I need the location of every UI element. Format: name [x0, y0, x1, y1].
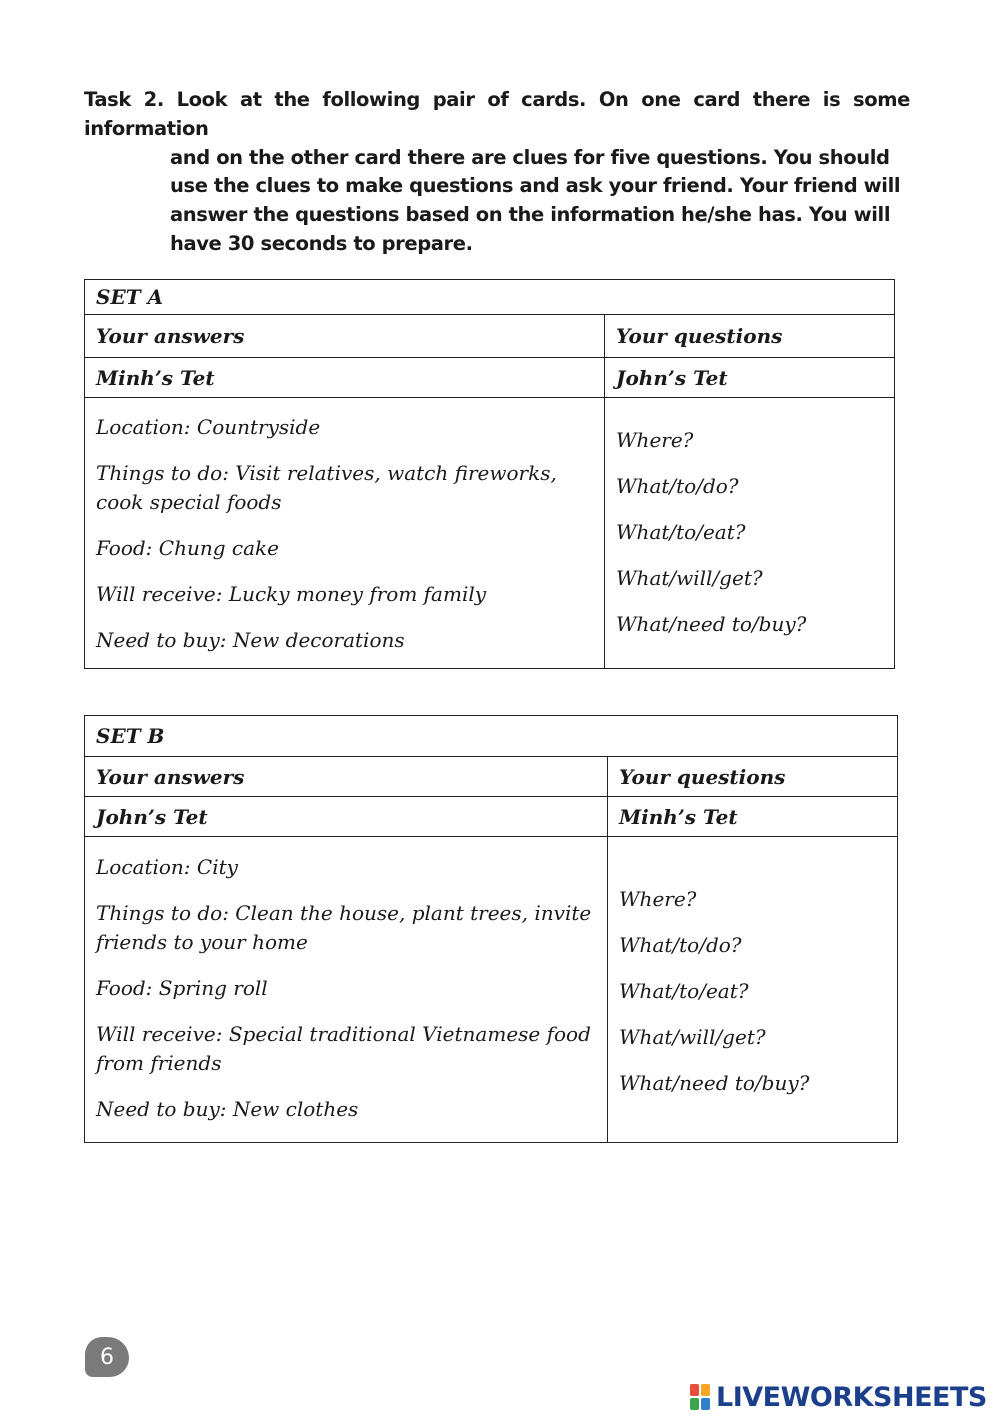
set-a-title: SET A: [85, 280, 895, 315]
task-line: use the clues to make questions and ask your friend. Your friend will: [170, 174, 901, 198]
logo-square: [701, 1398, 710, 1410]
set-a-answers-header: Your answers: [85, 315, 605, 358]
answer-item: Things to do: Clean the house, plant trees, invite friends to your home: [96, 901, 592, 954]
set-a-answers-cell: [85, 398, 605, 669]
question-item: What/to/eat?: [619, 979, 749, 1003]
task-instructions: [84, 86, 910, 259]
answer-item: Location: City: [96, 855, 238, 879]
set-b-questions-header: Your questions: [608, 757, 898, 797]
logo-square: [701, 1384, 710, 1396]
set-b-card: [84, 715, 898, 1143]
question-item: What/will/get?: [619, 1025, 766, 1049]
answer-item: Food: Spring roll: [96, 976, 268, 1000]
set-a-card: [84, 279, 895, 669]
logo-square: [690, 1398, 699, 1410]
question-item: What/to/eat?: [616, 520, 746, 544]
set-b-questions-topic: Minh’s Tet: [608, 797, 898, 837]
set-b-questions-cell: [608, 837, 898, 1143]
logo-square: [690, 1384, 699, 1396]
question-item: What/need to/buy?: [619, 1071, 810, 1095]
page-number: 6: [85, 1337, 129, 1377]
answer-item: Need to buy: New clothes: [96, 1097, 359, 1121]
set-b-title: SET B: [85, 716, 898, 757]
answer-item: Will receive: Special traditional Vietnamese food from friends: [96, 1022, 591, 1075]
answer-item: Location: Countryside: [96, 415, 321, 439]
task-line: Task 2. Look at the following pair of cards. On one card there is some information: [84, 88, 910, 140]
question-item: What/need to/buy?: [616, 612, 807, 636]
set-a-questions-topic: John’s Tet: [605, 358, 895, 398]
liveworksheets-logo[interactable]: [690, 1380, 987, 1414]
set-a-answers-topic: Minh’s Tet: [85, 358, 605, 398]
set-b-answers-topic: John’s Tet: [85, 797, 608, 837]
answer-item: Food: Chung cake: [96, 536, 279, 560]
set-a-questions-cell: [605, 398, 895, 669]
liveworksheets-logo-icon: [690, 1384, 710, 1410]
answer-item: Will receive: Lucky money from family: [96, 582, 487, 606]
task-line: answer the questions based on the information he/she has. You will: [170, 203, 891, 227]
set-b-answers-cell: [85, 837, 608, 1143]
question-item: What/to/do?: [619, 933, 742, 957]
question-item: What/will/get?: [616, 566, 763, 590]
answer-item: Things to do: Visit relatives, watch fireworks, cook special foods: [96, 461, 557, 514]
answer-item: Need to buy: New decorations: [96, 628, 405, 652]
question-item: Where?: [616, 428, 694, 452]
liveworksheets-brand: LIVEWORKSHEETS: [716, 1381, 987, 1413]
task-line: have 30 seconds to prepare.: [170, 231, 473, 255]
question-item: Where?: [619, 887, 697, 911]
set-b-answers-header: Your answers: [85, 757, 608, 797]
set-a-questions-header: Your questions: [605, 315, 895, 358]
task-line: and on the other card there are clues for five questions. You should: [170, 145, 890, 169]
question-item: What/to/do?: [616, 474, 739, 498]
